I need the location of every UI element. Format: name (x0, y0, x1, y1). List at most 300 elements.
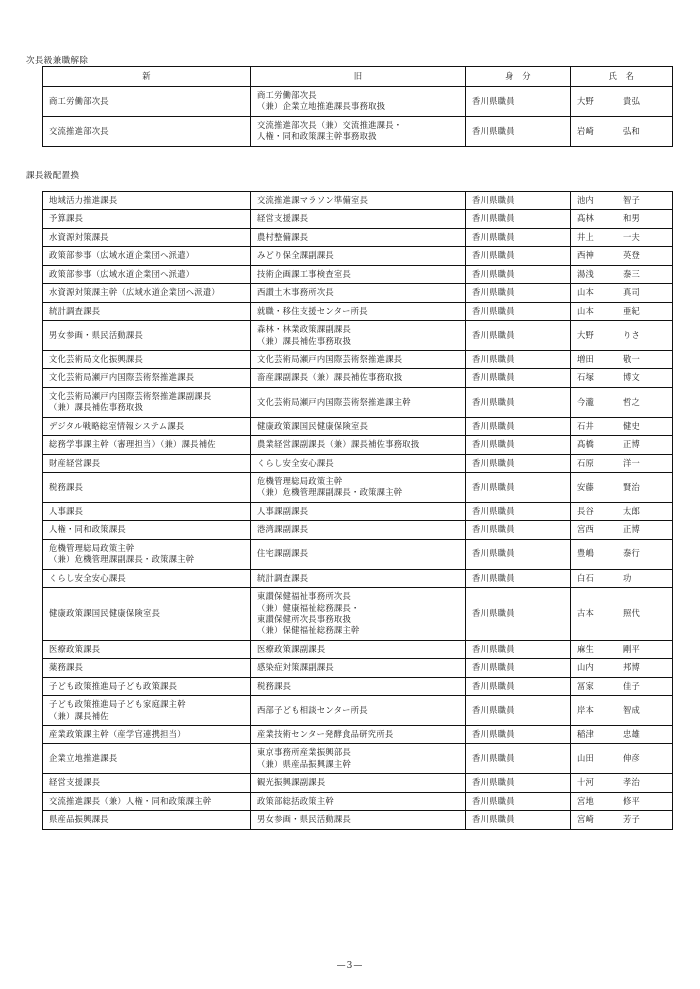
cell-status: 香川県職員 (466, 369, 571, 387)
person-surname: 安藤 (577, 481, 595, 492)
table-body (43, 192, 673, 830)
person-surname: 今瀧 (577, 396, 595, 407)
cell-person-name (571, 774, 673, 792)
cell-text-line: （兼）健康福祉総務課長・ (257, 602, 360, 613)
table-row (43, 640, 673, 658)
table-row (43, 116, 673, 146)
cell-person-name (571, 521, 673, 539)
cell-status: 香川県職員 (466, 116, 571, 146)
person-surname: 山本 (577, 305, 595, 316)
cell-new-post (43, 792, 251, 810)
person-surname: 髙橋 (577, 439, 595, 450)
cell-person-name (571, 369, 673, 387)
table-row (43, 454, 673, 472)
cell-new-post (43, 744, 251, 774)
cell-old-post (251, 588, 466, 641)
cell-new-post (43, 87, 251, 117)
person-given-name: 一夫 (623, 231, 641, 242)
cell-old-post (251, 539, 466, 569)
cell-text-line: 男女参画・県民活動課長 (49, 329, 144, 340)
cell-text-line: 文化芸術局瀬戸内国際芸術祭推進課長 (49, 372, 195, 383)
person-given-name: 和男 (623, 213, 641, 224)
cell-new-post (43, 284, 251, 302)
cell-text-line: （兼）危機管理課副課長・政策課主幹 (257, 487, 403, 498)
person-surname: 山内 (577, 662, 595, 673)
person-given-name: 修平 (623, 795, 641, 806)
table-row (43, 726, 673, 744)
person-given-name: 弘和 (623, 125, 641, 136)
cell-text-line: 文化芸術局瀬戸内国際芸術祭推進課副課長 (49, 390, 212, 401)
cell-old-post (251, 192, 466, 210)
person-surname: 宮崎 (577, 814, 595, 825)
table-row (43, 677, 673, 695)
cell-status: 香川県職員 (466, 454, 571, 472)
cell-text-line: 感染症対策課副課長 (257, 662, 334, 673)
cell-old-post (251, 792, 466, 810)
person-given-name: 忠雄 (623, 729, 641, 739)
cell-person-name (571, 677, 673, 695)
table-row (43, 247, 673, 265)
table-header-row (43, 67, 673, 87)
cell-old-post (251, 744, 466, 774)
cell-new-post (43, 265, 251, 283)
cell-new-post (43, 696, 251, 726)
cell-text-line: 文化芸術局瀬戸内国際芸術祭推進課長 (257, 353, 403, 364)
cell-text-line: 商工労働部次長 (257, 90, 317, 100)
person-given-name: 健史 (623, 420, 641, 431)
person-given-name: 智子 (623, 195, 641, 205)
cell-person-name (571, 247, 673, 265)
cell-status: 香川県職員 (466, 792, 571, 810)
cell-new-post (43, 569, 251, 587)
cell-text-line: 西讃土木事務所次長 (257, 287, 334, 298)
cell-text-line: 健康政策課国民健康保険室長 (49, 608, 161, 619)
cell-person-name (571, 696, 673, 726)
cell-text-line: （兼）課長補佐事務取扱 (257, 335, 352, 346)
table-kachoukyu-haichigae (42, 191, 673, 830)
cell-status: 香川県職員 (466, 247, 571, 265)
cell-text-line: みどり保全課副課長 (257, 250, 334, 261)
cell-status: 香川県職員 (466, 417, 571, 435)
cell-text-line: デジタル戦略総室情報システム課長 (49, 420, 185, 431)
cell-new-post (43, 473, 251, 503)
cell-status: 香川県職員 (466, 726, 571, 744)
cell-text-line: 人権・同和政策課長 (49, 524, 126, 535)
cell-new-post (43, 247, 251, 265)
cell-status: 香川県職員 (466, 774, 571, 792)
cell-old-post (251, 369, 466, 387)
person-surname: 白石 (577, 572, 595, 583)
table-row (43, 210, 673, 228)
table-row (43, 774, 673, 792)
cell-old-post (251, 640, 466, 658)
cell-text-line: 観光振興課副課長 (257, 777, 326, 788)
cell-old-post (251, 321, 466, 351)
cell-text-line: 文化芸術局文化振興課長 (49, 353, 144, 364)
cell-text-line: 交流推進課長（兼）人権・同和政策課主幹 (49, 795, 212, 806)
cell-new-post (43, 539, 251, 569)
cell-person-name (571, 417, 673, 435)
cell-status: 香川県職員 (466, 436, 571, 454)
cell-new-post (43, 502, 251, 520)
cell-person-name (571, 321, 673, 351)
cell-text-line: 東讃保健所次長事務取扱 (257, 613, 352, 624)
cell-status: 香川県職員 (466, 192, 571, 210)
cell-text-line: （兼）課長補佐 (49, 710, 109, 721)
cell-status: 香川県職員 (466, 473, 571, 503)
cell-text-line: 危機管理総局政策主幹 (257, 476, 343, 486)
cell-old-post (251, 302, 466, 320)
cell-person-name (571, 473, 673, 503)
cell-text-line: 健康政策課国民健康保険室長 (257, 420, 369, 431)
cell-text-line: 交流推進課マラソン準備室長 (257, 195, 369, 205)
person-surname: 古本 (577, 608, 595, 619)
cell-new-post (43, 350, 251, 368)
person-given-name: 英登 (623, 250, 641, 261)
person-given-name: 哲之 (623, 396, 641, 407)
person-given-name: 太郎 (623, 505, 641, 516)
person-surname: 豊嶋 (577, 548, 595, 559)
cell-old-post (251, 417, 466, 435)
cell-status: 香川県職員 (466, 387, 571, 417)
cell-old-post (251, 811, 466, 829)
person-surname: 宮地 (577, 795, 595, 806)
person-given-name: 佳子 (623, 680, 641, 691)
cell-person-name (571, 640, 673, 658)
person-surname: 石原 (577, 457, 595, 468)
table-row (43, 369, 673, 387)
cell-text-line: 技術企画課工事検査室長 (257, 268, 352, 279)
table-row (43, 192, 673, 210)
cell-new-post (43, 192, 251, 210)
cell-person-name (571, 192, 673, 210)
cell-old-post (251, 436, 466, 454)
person-given-name: 正博 (623, 439, 641, 450)
cell-old-post (251, 569, 466, 587)
table-row (43, 284, 673, 302)
cell-text-line: 予算課長 (49, 213, 84, 224)
cell-person-name (571, 302, 673, 320)
person-surname: 長谷 (577, 505, 595, 516)
cell-status: 香川県職員 (466, 210, 571, 228)
cell-text-line: 薬務課長 (49, 662, 84, 673)
cell-new-post (43, 521, 251, 539)
cell-person-name (571, 539, 673, 569)
cell-text-line: 港湾課副課長 (257, 524, 309, 535)
cell-old-post (251, 116, 466, 146)
cell-text-line: 医療政策課副課長 (257, 643, 326, 654)
cell-old-post (251, 387, 466, 417)
table-row (43, 387, 673, 417)
person-surname: 山本 (577, 287, 595, 298)
person-surname: 冨家 (577, 680, 595, 691)
cell-text-line: 人権・同和政策課主幹事務取扱 (257, 131, 377, 142)
cell-person-name (571, 284, 673, 302)
cell-status: 香川県職員 (466, 502, 571, 520)
cell-text-line: 地域活力推進課長 (49, 195, 118, 205)
table-row (43, 811, 673, 829)
table-row (43, 792, 673, 810)
cell-person-name (571, 454, 673, 472)
cell-status: 香川県職員 (466, 696, 571, 726)
table-row (43, 569, 673, 587)
person-surname: 岸本 (577, 704, 595, 715)
cell-text-line: 農業経営課副課長（兼）課長補佐事務取扱 (257, 439, 420, 450)
cell-text-line: 交流推進部次長（兼）交流推進課長・ (257, 119, 403, 130)
person-surname: 増田 (577, 353, 595, 364)
table-row (43, 436, 673, 454)
cell-old-post (251, 473, 466, 503)
cell-text-line: 税務課長 (257, 680, 292, 691)
cell-new-post (43, 774, 251, 792)
cell-new-post (43, 659, 251, 677)
cell-text-line: 経営支援課長 (49, 777, 101, 788)
cell-old-post (251, 247, 466, 265)
cell-person-name (571, 659, 673, 677)
cell-text-line: 農村整備課長 (257, 231, 309, 242)
person-surname: 稲津 (577, 729, 595, 739)
cell-person-name (571, 116, 673, 146)
cell-new-post (43, 640, 251, 658)
cell-text-line: 商工労働部次長 (49, 95, 109, 106)
cell-text-line: 政策部参事（広域水道企業団へ派遣） (49, 268, 195, 279)
cell-text-line: 産業政策課主幹（産学官連携担当） (49, 729, 186, 739)
cell-new-post (43, 387, 251, 417)
cell-person-name (571, 792, 673, 810)
cell-text-line: 東京事務所産業振興部長 (257, 747, 352, 758)
cell-old-post (251, 284, 466, 302)
cell-text-line: （兼）企業立地推進課長事務取扱 (257, 101, 386, 112)
cell-new-post (43, 302, 251, 320)
cell-text-line: 医療政策課長 (49, 643, 101, 654)
cell-text-line: 住宅課副課長 (257, 548, 309, 559)
cell-old-post (251, 228, 466, 246)
cell-text-line: 水資源対策課主幹（広域水道企業団へ派遣） (49, 287, 220, 298)
person-given-name: 洋一 (623, 457, 641, 468)
table-row (43, 659, 673, 677)
cell-text-line: （兼）県産品振興課主幹 (257, 758, 352, 769)
cell-person-name (571, 228, 673, 246)
table-row (43, 502, 673, 520)
cell-text-line: 企業立地推進課長 (49, 753, 118, 764)
section-title-jichoukyu: 次長級兼職解除 (26, 56, 89, 66)
cell-text-line: 政策部参事（広域水道企業団へ派遣） (49, 250, 195, 261)
person-given-name: 貴弘 (623, 95, 641, 106)
cell-person-name (571, 210, 673, 228)
cell-status: 香川県職員 (466, 744, 571, 774)
person-given-name: 芳子 (623, 814, 641, 825)
table-row (43, 87, 673, 117)
person-surname: 岩崎 (577, 125, 595, 136)
person-given-name: 亜紀 (623, 305, 641, 316)
cell-status: 香川県職員 (466, 87, 571, 117)
table-row (43, 417, 673, 435)
cell-person-name (571, 87, 673, 117)
person-given-name: 博文 (623, 372, 641, 383)
person-given-name: 孝治 (623, 777, 641, 788)
cell-text-line: （兼）課長補佐事務取扱 (49, 402, 144, 413)
cell-status: 香川県職員 (466, 302, 571, 320)
person-surname: 西神 (577, 250, 595, 261)
cell-text-line: 総務学事課主幹（審理担当）（兼）課長補佐 (49, 439, 216, 450)
person-surname: 石井 (577, 420, 595, 431)
cell-text-line: 経営支援課長 (257, 213, 309, 224)
cell-person-name (571, 726, 673, 744)
cell-old-post (251, 659, 466, 677)
cell-text-line: 危機管理総局政策主幹 (49, 542, 135, 553)
cell-text-line: 水資源対策課長 (49, 231, 109, 242)
cell-person-name (571, 265, 673, 283)
cell-text-line: 県産品振興課長 (49, 814, 109, 825)
person-given-name: 泰行 (623, 548, 641, 559)
cell-old-post (251, 265, 466, 283)
cell-text-line: 統計調査課長 (49, 305, 101, 316)
table-row (43, 696, 673, 726)
cell-text-line: 東讃保健福祉事務所次長 (257, 591, 352, 602)
page-number: —3— (336, 961, 364, 971)
table-jichoukyu-kenshoku-kaijo (42, 66, 673, 147)
cell-old-post (251, 774, 466, 792)
column-header-new: 新 (43, 67, 251, 87)
cell-text-line: 男女参画・県民活動課長 (257, 814, 352, 825)
cell-person-name (571, 350, 673, 368)
cell-old-post (251, 677, 466, 695)
cell-new-post (43, 454, 251, 472)
person-given-name: 真司 (623, 287, 641, 298)
cell-person-name (571, 502, 673, 520)
cell-status: 香川県職員 (466, 228, 571, 246)
table-row (43, 539, 673, 569)
person-surname: 大野 (577, 329, 595, 340)
section-title-kachoukyu: 課長級配置換 (26, 171, 80, 181)
cell-new-post (43, 417, 251, 435)
cell-text-line: 西部子ども相談センター所長 (257, 704, 368, 715)
person-given-name: 智成 (623, 704, 641, 715)
cell-text-line: くらし安全安心課長 (257, 457, 334, 468)
person-given-name: 賢治 (623, 481, 641, 492)
cell-status: 香川県職員 (466, 640, 571, 658)
cell-new-post (43, 228, 251, 246)
cell-old-post (251, 696, 466, 726)
column-header-status: 身 分 (466, 67, 571, 87)
person-surname: 宮西 (577, 524, 595, 535)
cell-new-post (43, 321, 251, 351)
cell-status: 香川県職員 (466, 811, 571, 829)
person-given-name: 剛平 (623, 643, 641, 654)
table-row (43, 744, 673, 774)
cell-text-line: （兼）保健福祉総務課主幹 (257, 625, 360, 636)
person-given-name: りさ (623, 329, 641, 340)
cell-text-line: （兼）危機管理課副課長・政策課主幹 (49, 554, 195, 565)
person-given-name: 伸彦 (623, 753, 641, 764)
person-surname: 石塚 (577, 372, 595, 383)
cell-old-post (251, 726, 466, 744)
cell-status: 香川県職員 (466, 521, 571, 539)
table-row (43, 265, 673, 283)
cell-person-name (571, 569, 673, 587)
table-row (43, 302, 673, 320)
cell-new-post (43, 369, 251, 387)
table-body (43, 87, 673, 147)
cell-person-name (571, 436, 673, 454)
cell-old-post (251, 350, 466, 368)
cell-text-line: 統計調査課長 (257, 572, 309, 583)
cell-text-line: 財産経営課長 (49, 457, 101, 468)
cell-status: 香川県職員 (466, 350, 571, 368)
person-given-name: 正博 (623, 524, 641, 535)
cell-new-post (43, 116, 251, 146)
person-given-name: 功 (623, 572, 632, 583)
table-row (43, 588, 673, 641)
cell-text-line: 人事課副課長 (257, 505, 309, 516)
cell-status: 香川県職員 (466, 588, 571, 641)
cell-person-name (571, 744, 673, 774)
cell-new-post (43, 588, 251, 641)
cell-text-line: 子ども政策推進局子ども家庭課主幹 (49, 699, 186, 710)
cell-new-post (43, 811, 251, 829)
table-row (43, 521, 673, 539)
cell-text-line: くらし安全安心課長 (49, 572, 126, 583)
person-surname: 十河 (577, 777, 595, 788)
person-surname: 大野 (577, 95, 595, 106)
cell-status: 香川県職員 (466, 265, 571, 283)
cell-status: 香川県職員 (466, 569, 571, 587)
cell-new-post (43, 677, 251, 695)
person-given-name: 敬一 (623, 353, 641, 364)
person-surname: 井上 (577, 231, 595, 242)
cell-old-post (251, 210, 466, 228)
cell-text-line: 森林・林業政策課副課長 (257, 324, 352, 335)
cell-text-line: 税務課長 (49, 481, 84, 492)
person-given-name: 邦博 (623, 662, 641, 673)
cell-text-line: 人事課長 (49, 505, 84, 516)
person-surname: 池内 (577, 195, 595, 205)
cell-text-line: 畜産課副課長（兼）課長補佐事務取扱 (257, 372, 403, 383)
cell-old-post (251, 87, 466, 117)
cell-person-name (571, 588, 673, 641)
table-row (43, 228, 673, 246)
cell-text-line: 産業技術センター発酵食品研究所長 (257, 729, 394, 739)
cell-old-post (251, 454, 466, 472)
person-surname: 湯浅 (577, 268, 595, 279)
cell-status: 香川県職員 (466, 539, 571, 569)
cell-text-line: 交流推進部次長 (49, 125, 109, 136)
cell-new-post (43, 726, 251, 744)
table-row (43, 473, 673, 503)
column-header-name: 氏 名 (571, 67, 673, 87)
cell-text-line: 政策部総括政策主幹 (257, 795, 334, 806)
cell-status: 香川県職員 (466, 321, 571, 351)
person-surname: 髙林 (577, 213, 595, 224)
column-header-old: 旧 (251, 67, 466, 87)
cell-text-line: 文化芸術局瀬戸内国際芸術祭推進課主幹 (257, 396, 411, 407)
cell-person-name (571, 811, 673, 829)
cell-new-post (43, 436, 251, 454)
cell-status: 香川県職員 (466, 677, 571, 695)
person-given-name: 泰三 (623, 268, 641, 279)
cell-status: 香川県職員 (466, 284, 571, 302)
person-given-name: 照代 (623, 608, 641, 619)
cell-new-post (43, 210, 251, 228)
cell-person-name (571, 387, 673, 417)
cell-old-post (251, 502, 466, 520)
cell-text-line: 就職・移住支援センター所長 (257, 305, 368, 316)
table-row (43, 350, 673, 368)
person-surname: 麻生 (577, 643, 595, 654)
person-surname: 山田 (577, 753, 595, 764)
cell-old-post (251, 521, 466, 539)
cell-text-line: 子ども政策推進局子ども政策課長 (49, 680, 178, 691)
